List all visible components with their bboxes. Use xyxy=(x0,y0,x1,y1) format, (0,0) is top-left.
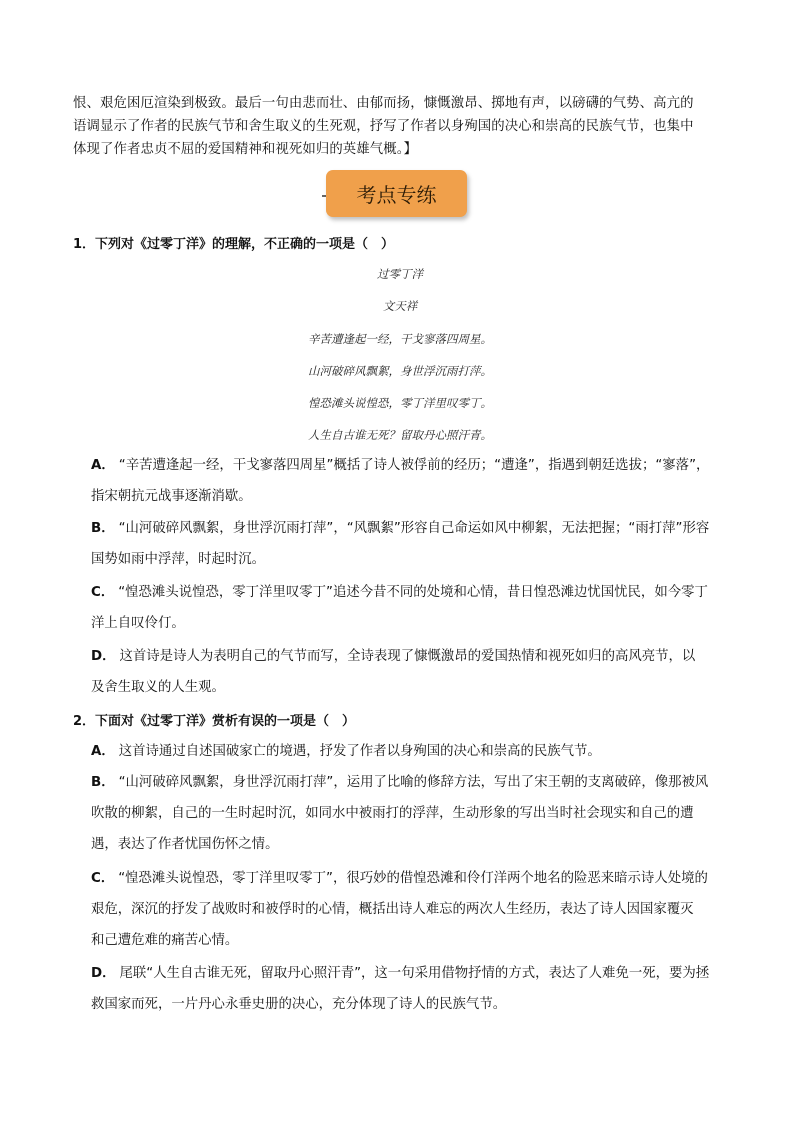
poem-line: 惶恐滩头说惶恐，零丁洋里叹零丁。 xyxy=(308,396,492,410)
question-1-option-d xyxy=(91,641,731,703)
option-text: 国势如雨中浮萍，时起时沉。 xyxy=(91,552,266,567)
poem-line: 辛苦遭逢起一经，干戈寥落四周星。 xyxy=(308,332,492,346)
intro-line: 体现了作者忠贞不屈的爱国精神和视死如归的英雄气概。】 xyxy=(73,142,418,157)
option-text: 这首诗通过自述国破家亡的境遇，抒发了作者以身殉国的决心和崇高的民族气节。 xyxy=(118,744,601,759)
poem-author: 文天祥 xyxy=(382,299,418,313)
option-text: 洋上自叹伶仃。 xyxy=(91,616,185,631)
option-label: D． xyxy=(91,649,116,664)
question-2-option-a xyxy=(91,736,731,767)
option-text: “山河破碎风飘絮，身世浮沉雨打萍”，“风飘絮”形容自己命运如风中柳絮，无法把握；“雨打萍”形容 xyxy=(118,521,710,536)
question-1-option-c xyxy=(91,577,731,639)
option-text: 尾联“人生自古谁无死，留取丹心照汗青”，这一句采用借物抒情的方式，表达了人难免一死，要为拯 xyxy=(119,966,710,981)
intro-paragraph xyxy=(73,92,723,161)
option-label: D． xyxy=(91,966,116,981)
option-text: 及舍生取义的人生观。 xyxy=(91,680,225,695)
option-label: A． xyxy=(91,458,115,473)
option-text: 救国家而死，一片丹心永垂史册的决心，充分体现了诗人的民族气节。 xyxy=(91,997,507,1012)
option-text: 吹散的柳絮，自己的一生时起时沉，如同水中被雨打的浮萍，生动形象的写出当时社会现实和自己的遭 xyxy=(91,806,694,821)
option-text: “辛苦遭逢起一经，干戈寥落四周星”概括了诗人被俘前的经历；“遭逢”，指遇到朝廷选拔；“寥落”， xyxy=(118,458,710,473)
option-text: “惶恐滩头说惶恐，零丁洋里叹零丁”追述今昔不同的处境和心情，昔日惶恐滩边忧国忧民，如今零丁 xyxy=(118,585,708,600)
question-2-option-c xyxy=(91,863,731,956)
question-2-option-b xyxy=(91,767,731,860)
question-2-stem: 2．下面对《过零丁洋》赏析有误的一项是（ ） xyxy=(73,714,356,729)
option-text: 这首诗是诗人为表明自己的气节而写，全诗表现了慷慨激昂的爱国热情和视死如归的高风亮节，以 xyxy=(119,649,696,664)
intro-line: 恨、艰危困厄渲染到极致。最后一句由悲而壮、由郁而扬，慷慨激昂、掷地有声，以磅礴的气势、高亢的 xyxy=(73,96,694,111)
option-label: B． xyxy=(91,775,115,790)
option-text: 和己遭危难的痛苦心情。 xyxy=(91,933,239,948)
option-label: C． xyxy=(91,871,115,886)
poem-title: 过零丁洋 xyxy=(377,267,423,281)
poem-line: 人生自古谁无死？留取丹心照汗青。 xyxy=(308,428,492,442)
banner-label: 考点专练 xyxy=(326,170,467,217)
option-label: B． xyxy=(91,521,115,536)
intro-line: 语调显示了作者的民族气节和舍生取义的生死观，抒写了作者以身殉国的决心和崇高的民族气节，也集中 xyxy=(73,119,694,134)
option-label: C． xyxy=(91,585,115,600)
question-2-option-d xyxy=(91,958,731,1020)
option-text: 艰危，深沉的抒发了战败时和被俘时的心情，概括出诗人难忘的两次人生经历，表达了诗人因国家覆灭 xyxy=(91,902,694,917)
poem-line: 山河破碎风飘絮，身世浮沉雨打萍。 xyxy=(308,364,492,378)
question-1-option-b xyxy=(91,513,731,575)
option-text: “山河破碎风飘絮，身世浮沉雨打萍”，运用了比喻的修辞方法，写出了宋王朝的支离破碎，像那被风 xyxy=(118,775,709,790)
option-text: 遇，表达了作者忧国伤怀之情。 xyxy=(91,837,279,852)
question-1-option-a xyxy=(91,450,731,512)
option-label: A． xyxy=(91,744,115,759)
section-banner xyxy=(322,170,467,217)
option-text: 指宋朝抗元战事逐渐消歇。 xyxy=(91,489,252,504)
option-text: “惶恐滩头说惶恐，零丁洋里叹零丁”，很巧妙的借惶恐滩和伶仃洋两个地名的险恶来暗示诗人处境的 xyxy=(118,871,708,886)
question-1-stem: 1．下列对《过零丁洋》的理解，不正确的一项是（ ） xyxy=(73,237,395,252)
